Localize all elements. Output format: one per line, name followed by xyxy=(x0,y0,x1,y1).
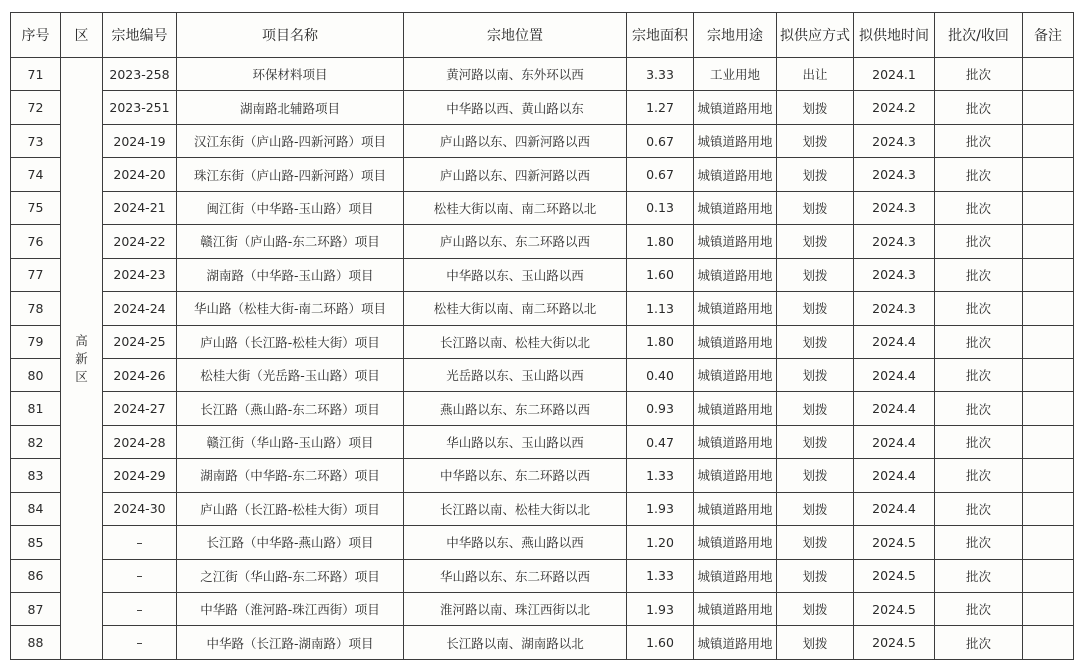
cell-batch: 批次 xyxy=(935,58,1023,91)
cell-supply-time: 2024.2 xyxy=(854,91,935,124)
cell-project-name: 闽江街（中华路-玉山路）项目 xyxy=(177,191,404,224)
table-row xyxy=(11,292,1074,325)
cell-supply-method: 划拨 xyxy=(777,425,854,458)
cell-location: 燕山路以东、东二环路以西 xyxy=(404,392,627,425)
cell-seq: 82 xyxy=(11,425,61,458)
cell-land-use: 城镇道路用地 xyxy=(694,425,777,458)
cell-project-name: 松桂大街（光岳路-玉山路）项目 xyxy=(177,358,404,391)
header-batch: 批次/收回 xyxy=(935,13,1023,58)
cell-seq: 73 xyxy=(11,124,61,157)
cell-location: 黄河路以南、东外环以西 xyxy=(404,58,627,91)
cell-area: 1.20 xyxy=(627,526,694,559)
cell-parcel-code: – xyxy=(103,593,177,626)
cell-supply-method: 划拨 xyxy=(777,325,854,358)
cell-district xyxy=(61,58,103,660)
cell-location: 庐山路以东、四新河路以西 xyxy=(404,124,627,157)
cell-land-use: 城镇道路用地 xyxy=(694,225,777,258)
cell-area: 0.13 xyxy=(627,191,694,224)
header-supply-time: 拟供地时间 xyxy=(854,13,935,58)
cell-batch: 批次 xyxy=(935,358,1023,391)
cell-seq: 76 xyxy=(11,225,61,258)
cell-note xyxy=(1023,258,1074,291)
cell-batch: 批次 xyxy=(935,292,1023,325)
cell-land-use: 城镇道路用地 xyxy=(694,492,777,525)
cell-seq: 84 xyxy=(11,492,61,525)
cell-land-use: 城镇道路用地 xyxy=(694,124,777,157)
cell-note xyxy=(1023,325,1074,358)
cell-note xyxy=(1023,91,1074,124)
cell-parcel-code: 2024-20 xyxy=(103,158,177,191)
cell-land-use: 城镇道路用地 xyxy=(694,593,777,626)
cell-project-name: 赣江街（华山路-玉山路）项目 xyxy=(177,425,404,458)
cell-batch: 批次 xyxy=(935,191,1023,224)
cell-project-name: 中华路（淮河路-珠江西街）项目 xyxy=(177,593,404,626)
cell-seq: 86 xyxy=(11,559,61,592)
document-page xyxy=(10,12,1073,660)
cell-seq: 71 xyxy=(11,58,61,91)
cell-location: 长江路以南、湖南路以北 xyxy=(404,626,627,660)
cell-seq: 78 xyxy=(11,292,61,325)
cell-seq: 75 xyxy=(11,191,61,224)
cell-area: 0.67 xyxy=(627,124,694,157)
table-row xyxy=(11,58,1074,91)
cell-batch: 批次 xyxy=(935,392,1023,425)
cell-batch: 批次 xyxy=(935,492,1023,525)
cell-supply-method: 划拨 xyxy=(777,559,854,592)
cell-project-name: 长江路（燕山路-东二环路）项目 xyxy=(177,392,404,425)
cell-seq: 72 xyxy=(11,91,61,124)
cell-project-name: 湖南路（中华路-玉山路）项目 xyxy=(177,258,404,291)
cell-project-name: 汉江东街（庐山路-四新河路）项目 xyxy=(177,124,404,157)
cell-batch: 批次 xyxy=(935,225,1023,258)
cell-supply-method: 划拨 xyxy=(777,124,854,157)
cell-note xyxy=(1023,392,1074,425)
cell-batch: 批次 xyxy=(935,526,1023,559)
cell-seq: 87 xyxy=(11,593,61,626)
table-row xyxy=(11,158,1074,191)
cell-supply-method: 划拨 xyxy=(777,91,854,124)
cell-land-use: 工业用地 xyxy=(694,58,777,91)
cell-note xyxy=(1023,559,1074,592)
cell-supply-time: 2024.4 xyxy=(854,459,935,492)
cell-location: 中华路以西、黄山路以东 xyxy=(404,91,627,124)
cell-area: 1.80 xyxy=(627,325,694,358)
cell-area: 1.80 xyxy=(627,225,694,258)
cell-supply-method: 划拨 xyxy=(777,292,854,325)
cell-supply-time: 2024.3 xyxy=(854,258,935,291)
header-location: 宗地位置 xyxy=(404,13,627,58)
table-row xyxy=(11,459,1074,492)
cell-batch: 批次 xyxy=(935,158,1023,191)
table-row xyxy=(11,492,1074,525)
table-row xyxy=(11,425,1074,458)
cell-area: 0.40 xyxy=(627,358,694,391)
cell-supply-method: 划拨 xyxy=(777,158,854,191)
cell-note xyxy=(1023,191,1074,224)
header-seq: 序号 xyxy=(11,13,61,58)
cell-seq: 83 xyxy=(11,459,61,492)
cell-area: 1.60 xyxy=(627,258,694,291)
cell-supply-time: 2024.3 xyxy=(854,191,935,224)
cell-parcel-code: 2024-27 xyxy=(103,392,177,425)
cell-parcel-code: – xyxy=(103,626,177,660)
district-label: 高新区 xyxy=(75,332,88,384)
cell-supply-time: 2024.5 xyxy=(854,559,935,592)
header-row xyxy=(11,13,1074,58)
cell-batch: 批次 xyxy=(935,559,1023,592)
table-row xyxy=(11,593,1074,626)
table-body xyxy=(11,58,1074,660)
cell-supply-time: 2024.3 xyxy=(854,292,935,325)
table-row xyxy=(11,225,1074,258)
cell-land-use: 城镇道路用地 xyxy=(694,292,777,325)
cell-note xyxy=(1023,593,1074,626)
cell-note xyxy=(1023,358,1074,391)
cell-supply-method: 划拨 xyxy=(777,459,854,492)
cell-land-use: 城镇道路用地 xyxy=(694,91,777,124)
cell-parcel-code: 2024-21 xyxy=(103,191,177,224)
table-row xyxy=(11,325,1074,358)
cell-location: 淮河路以南、珠江西街以北 xyxy=(404,593,627,626)
cell-supply-time: 2024.5 xyxy=(854,626,935,660)
cell-batch: 批次 xyxy=(935,325,1023,358)
cell-project-name: 长江路（中华路-燕山路）项目 xyxy=(177,526,404,559)
cell-area: 1.93 xyxy=(627,492,694,525)
cell-parcel-code: 2024-29 xyxy=(103,459,177,492)
cell-location: 光岳路以东、玉山路以西 xyxy=(404,358,627,391)
cell-location: 华山路以东、玉山路以西 xyxy=(404,425,627,458)
cell-supply-time: 2024.4 xyxy=(854,325,935,358)
cell-supply-method: 划拨 xyxy=(777,258,854,291)
cell-project-name: 珠江东街（庐山路-四新河路）项目 xyxy=(177,158,404,191)
header-area: 宗地面积 xyxy=(627,13,694,58)
cell-land-use: 城镇道路用地 xyxy=(694,325,777,358)
cell-parcel-code: 2024-22 xyxy=(103,225,177,258)
cell-location: 长江路以南、松桂大街以北 xyxy=(404,492,627,525)
cell-project-name: 中华路（长江路-湖南路）项目 xyxy=(177,626,404,660)
cell-project-name: 赣江街（庐山路-东二环路）项目 xyxy=(177,225,404,258)
cell-note xyxy=(1023,58,1074,91)
cell-area: 1.27 xyxy=(627,91,694,124)
cell-parcel-code: 2024-30 xyxy=(103,492,177,525)
cell-land-use: 城镇道路用地 xyxy=(694,191,777,224)
table-row xyxy=(11,392,1074,425)
cell-supply-time: 2024.5 xyxy=(854,593,935,626)
cell-seq: 77 xyxy=(11,258,61,291)
cell-supply-time: 2024.4 xyxy=(854,492,935,525)
cell-batch: 批次 xyxy=(935,91,1023,124)
cell-project-name: 湖南路北辅路项目 xyxy=(177,91,404,124)
header-project-name: 项目名称 xyxy=(177,13,404,58)
cell-supply-time: 2024.1 xyxy=(854,58,935,91)
cell-area: 1.13 xyxy=(627,292,694,325)
cell-supply-time: 2024.4 xyxy=(854,425,935,458)
cell-location: 中华路以东、玉山路以西 xyxy=(404,258,627,291)
cell-land-use: 城镇道路用地 xyxy=(694,626,777,660)
land-supply-table xyxy=(10,12,1074,660)
cell-area: 3.33 xyxy=(627,58,694,91)
cell-area: 1.33 xyxy=(627,459,694,492)
cell-location: 中华路以东、东二环路以西 xyxy=(404,459,627,492)
cell-area: 0.67 xyxy=(627,158,694,191)
cell-batch: 批次 xyxy=(935,258,1023,291)
cell-supply-method: 划拨 xyxy=(777,492,854,525)
cell-area: 1.60 xyxy=(627,626,694,660)
cell-land-use: 城镇道路用地 xyxy=(694,526,777,559)
cell-seq: 74 xyxy=(11,158,61,191)
cell-note xyxy=(1023,124,1074,157)
cell-supply-method: 划拨 xyxy=(777,358,854,391)
cell-supply-method: 划拨 xyxy=(777,526,854,559)
cell-location: 长江路以南、松桂大街以北 xyxy=(404,325,627,358)
cell-seq: 81 xyxy=(11,392,61,425)
cell-supply-time: 2024.5 xyxy=(854,526,935,559)
cell-location: 中华路以东、燕山路以西 xyxy=(404,526,627,559)
cell-batch: 批次 xyxy=(935,459,1023,492)
cell-land-use: 城镇道路用地 xyxy=(694,559,777,592)
header-parcel-code: 宗地编号 xyxy=(103,13,177,58)
cell-parcel-code: 2024-23 xyxy=(103,258,177,291)
cell-supply-time: 2024.4 xyxy=(854,392,935,425)
table-row xyxy=(11,559,1074,592)
cell-seq: 80 xyxy=(11,358,61,391)
cell-note xyxy=(1023,626,1074,660)
cell-land-use: 城镇道路用地 xyxy=(694,358,777,391)
cell-note xyxy=(1023,158,1074,191)
cell-parcel-code: – xyxy=(103,526,177,559)
cell-parcel-code: 2023-258 xyxy=(103,58,177,91)
cell-location: 庐山路以东、东二环路以西 xyxy=(404,225,627,258)
cell-project-name: 华山路（松桂大街-南二环路）项目 xyxy=(177,292,404,325)
cell-area: 0.47 xyxy=(627,425,694,458)
cell-note xyxy=(1023,425,1074,458)
cell-area: 0.93 xyxy=(627,392,694,425)
cell-seq: 79 xyxy=(11,325,61,358)
cell-supply-time: 2024.4 xyxy=(854,358,935,391)
cell-batch: 批次 xyxy=(935,425,1023,458)
header-district: 区 xyxy=(61,13,103,58)
cell-note xyxy=(1023,292,1074,325)
table-header xyxy=(11,13,1074,58)
table-row xyxy=(11,526,1074,559)
cell-supply-method: 划拨 xyxy=(777,225,854,258)
cell-land-use: 城镇道路用地 xyxy=(694,158,777,191)
header-note: 备注 xyxy=(1023,13,1074,58)
cell-parcel-code: 2024-25 xyxy=(103,325,177,358)
cell-land-use: 城镇道路用地 xyxy=(694,459,777,492)
cell-note xyxy=(1023,526,1074,559)
cell-supply-method: 划拨 xyxy=(777,626,854,660)
cell-location: 松桂大街以南、南二环路以北 xyxy=(404,292,627,325)
cell-location: 庐山路以东、四新河路以西 xyxy=(404,158,627,191)
cell-parcel-code: 2024-26 xyxy=(103,358,177,391)
cell-note xyxy=(1023,492,1074,525)
header-supply-method: 拟供应方式 xyxy=(777,13,854,58)
header-land-use: 宗地用途 xyxy=(694,13,777,58)
cell-supply-method: 划拨 xyxy=(777,392,854,425)
cell-project-name: 之江街（华山路-东二环路）项目 xyxy=(177,559,404,592)
cell-supply-time: 2024.3 xyxy=(854,158,935,191)
cell-supply-method: 划拨 xyxy=(777,191,854,224)
cell-note xyxy=(1023,459,1074,492)
cell-batch: 批次 xyxy=(935,124,1023,157)
cell-seq: 88 xyxy=(11,626,61,660)
table-row xyxy=(11,124,1074,157)
cell-seq: 85 xyxy=(11,526,61,559)
cell-project-name: 庐山路（长江路-松桂大街）项目 xyxy=(177,325,404,358)
cell-project-name: 湖南路（中华路-东二环路）项目 xyxy=(177,459,404,492)
cell-parcel-code: 2024-19 xyxy=(103,124,177,157)
cell-area: 1.33 xyxy=(627,559,694,592)
table-row xyxy=(11,626,1074,660)
cell-supply-method: 划拨 xyxy=(777,593,854,626)
table-row xyxy=(11,358,1074,391)
cell-parcel-code: – xyxy=(103,559,177,592)
cell-note xyxy=(1023,225,1074,258)
cell-project-name: 庐山路（长江路-松桂大街）项目 xyxy=(177,492,404,525)
table-row xyxy=(11,191,1074,224)
cell-supply-time: 2024.3 xyxy=(854,124,935,157)
cell-location: 华山路以东、东二环路以西 xyxy=(404,559,627,592)
cell-batch: 批次 xyxy=(935,626,1023,660)
cell-supply-time: 2024.3 xyxy=(854,225,935,258)
cell-parcel-code: 2024-24 xyxy=(103,292,177,325)
table-row xyxy=(11,258,1074,291)
cell-land-use: 城镇道路用地 xyxy=(694,258,777,291)
cell-project-name: 环保材料项目 xyxy=(177,58,404,91)
cell-land-use: 城镇道路用地 xyxy=(694,392,777,425)
table-row xyxy=(11,91,1074,124)
cell-area: 1.93 xyxy=(627,593,694,626)
cell-batch: 批次 xyxy=(935,593,1023,626)
cell-parcel-code: 2023-251 xyxy=(103,91,177,124)
cell-location: 松桂大街以南、南二环路以北 xyxy=(404,191,627,224)
cell-supply-method: 出让 xyxy=(777,58,854,91)
cell-parcel-code: 2024-28 xyxy=(103,425,177,458)
